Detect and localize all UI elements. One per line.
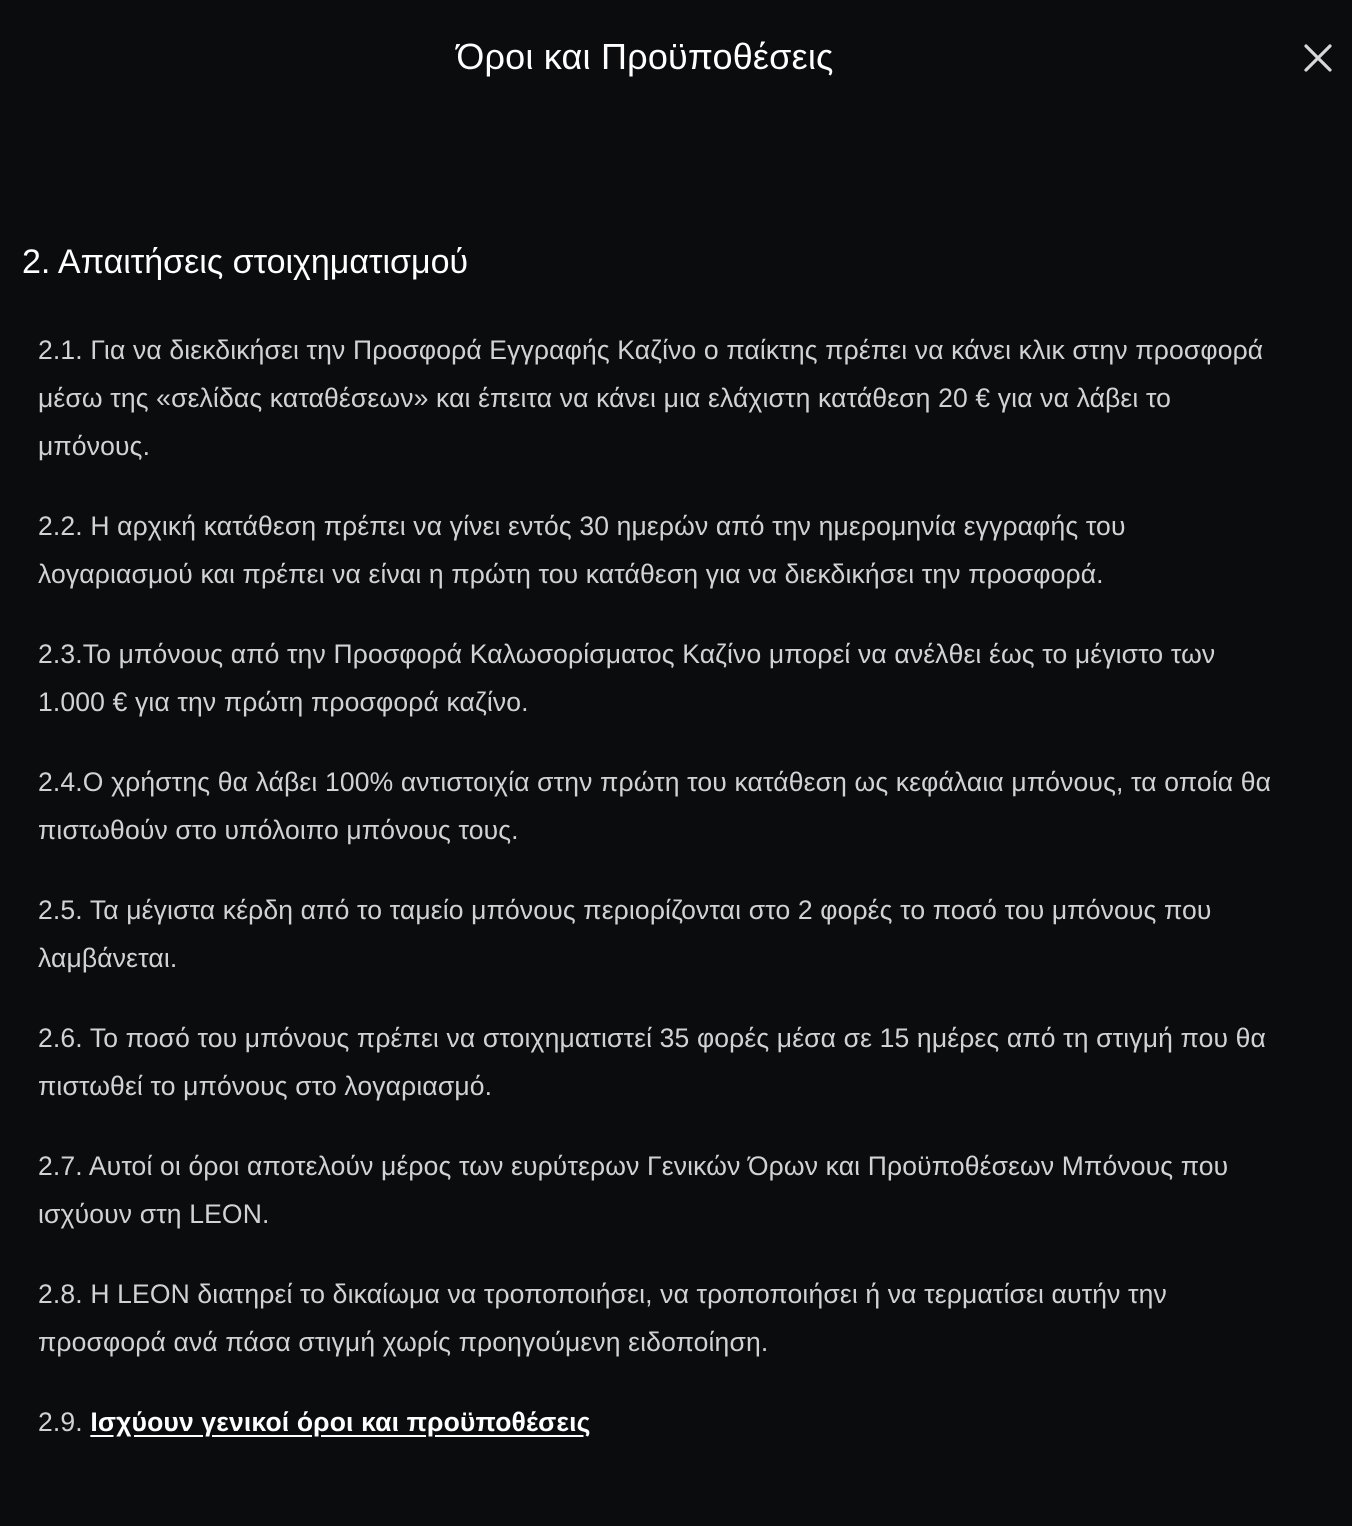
terms-list bbox=[0, 326, 1352, 1446]
close-button[interactable] bbox=[1298, 38, 1338, 78]
term-2-1: 2.1. Για να διεκδικήσει την Προσφορά Εγγραφής Καζίνο ο παίκτης πρέπει να κάνει κλικ στην προσφορά μέσω της «σελίδας καταθέσεων» και έπειτα να κάνει μια ελάχιστη κατάθεση 20 € για να λάβει το μπόνους. bbox=[38, 335, 1264, 461]
term-2-2: 2.2. Η αρχική κατάθεση πρέπει να γίνει εντός 30 ημερών από την ημερομηνία εγγραφής του λογαριασμού και πρέπει να είναι η πρώτη του κατάθεση για να διεκδικήσει την προσφορά. bbox=[38, 511, 1126, 589]
term-2-4: 2.4.Ο χρήστης θα λάβει 100% αντιστοιχία στην πρώτη του κατάθεση ως κεφάλαια μπόνους, τα οποία θα πιστωθούν στο υπόλοιπο μπόνους τους. bbox=[38, 767, 1272, 845]
term-2-5: 2.5. Τα μέγιστα κέρδη από το ταμείο μπόνους περιορίζονται στο 2 φορές το ποσό του μπόνους που λαμβάνεται. bbox=[38, 895, 1212, 973]
term-2-3: 2.3.Το μπόνους από την Προσφορά Καλωσορίσματος Καζίνο μπορεί να ανέλθει έως το μέγιστο των 1.000 € για την πρώτη προσφορά καζίνο. bbox=[38, 639, 1216, 717]
modal-title: Όροι και Προϋποθέσεις bbox=[456, 36, 834, 77]
term-2-6: 2.6. Το ποσό του μπόνους πρέπει να στοιχηματιστεί 35 φορές μέσα σε 15 ημέρες από τη στιγμή που θα πιστωθεί το μπόνους στο λογαριασμό. bbox=[38, 1023, 1266, 1101]
terms-content bbox=[0, 236, 1352, 1478]
term-2-8: 2.8. Η LEON διατηρεί το δικαίωμα να τροποποιήσει, να τροποποιήσει ή να τερματίσει αυτήν την προσφορά ανά πάσα στιγμή χωρίς προηγούμενη ειδοποίηση. bbox=[38, 1279, 1167, 1357]
section-heading: 2. Απαιτήσεις στοιχηματισμού bbox=[22, 243, 469, 281]
close-icon bbox=[1303, 43, 1333, 73]
term-2-9-prefix: 2.9. bbox=[38, 1407, 91, 1437]
term-2-9 bbox=[38, 1398, 1272, 1446]
term-2-7: 2.7. Αυτοί οι όροι αποτελούν μέρος των ευρύτερων Γενικών Όρων και Προϋποθέσεων Μπόνους που ισχύουν στη LEON. bbox=[38, 1151, 1229, 1229]
general-terms-link[interactable]: Ισχύουν γενικοί όροι και προϋποθέσεις bbox=[90, 1407, 591, 1437]
modal-header bbox=[0, 0, 1352, 120]
